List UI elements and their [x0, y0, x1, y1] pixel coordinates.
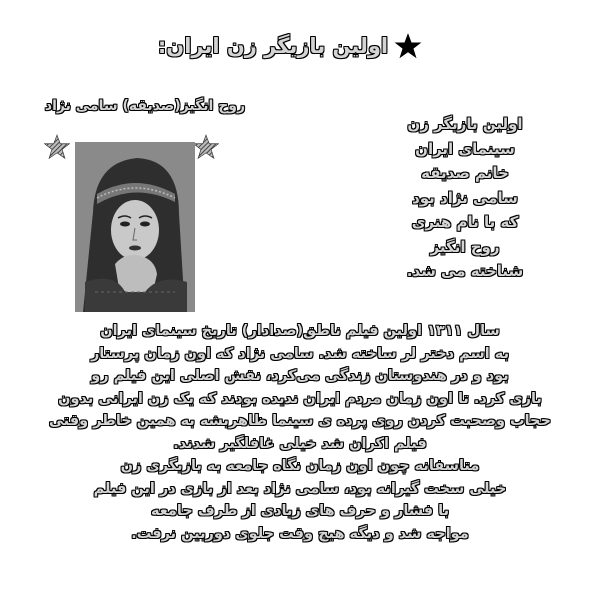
body-line: به اسم دختر لر ساخته شد. سامی نژاد که اون زمان پرستار — [90, 345, 510, 362]
body-line: حجاب وصحبت کردن روی پرده ی سینما ظاهربشه به همین خاطر وقتی — [49, 413, 551, 429]
intro-line: سامی نژاد بود — [412, 188, 518, 207]
body-line: سال ۱۳۱۱ اولین فیلم ناطق(صدادار) تاریخ سینمای ایران — [100, 323, 500, 339]
body-line: مواجه شد و دیگه هیچ وقت جلوی دوربین نرفت. — [131, 525, 469, 542]
body-line: فیلم اکران شد خیلی غافلگیر شدند. — [173, 435, 427, 452]
page-title-text: اولین بازیگر زن ایران: — [157, 34, 389, 58]
body-line: متاسفانه چون اون زمان نگاه جامعه به بازیگری زن — [120, 458, 480, 474]
star-icon — [44, 134, 70, 160]
body-text-block — [0, 320, 600, 545]
page-title — [140, 32, 440, 60]
intro-line: اولین بازیگر زن — [407, 115, 523, 133]
portrait-icon — [75, 142, 195, 312]
body-line: با فشار و حرف های زیادی از طرف جامعه — [150, 503, 450, 519]
intro-line: که با نام هنری — [411, 213, 519, 231]
intro-line: روح انگیز — [430, 237, 500, 256]
body-line: خیلی سخت گیرانه بود، سامی نژاد بعد از بازی در این فیلم — [93, 480, 507, 497]
intro-line: سینمای ایران — [415, 139, 515, 158]
intro-text-block — [370, 112, 560, 284]
photo-caption: روح انگیز(صدیقه) سامی نژاد — [44, 98, 246, 114]
intro-line: خانم صدیقه — [421, 164, 509, 182]
body-line: بازی کرد. تا اون زمان مردم ایران ندیده بودند که یک زن ایرانی بدون — [58, 390, 542, 407]
star-icon — [394, 32, 422, 60]
portrait-photo — [75, 142, 195, 312]
body-line: بود و در هندوستان زندگی می‌کرد، نقش اصلی این فیلم رو — [91, 368, 509, 384]
star-icon — [193, 134, 219, 160]
intro-line: شناخته می شد. — [406, 262, 524, 280]
